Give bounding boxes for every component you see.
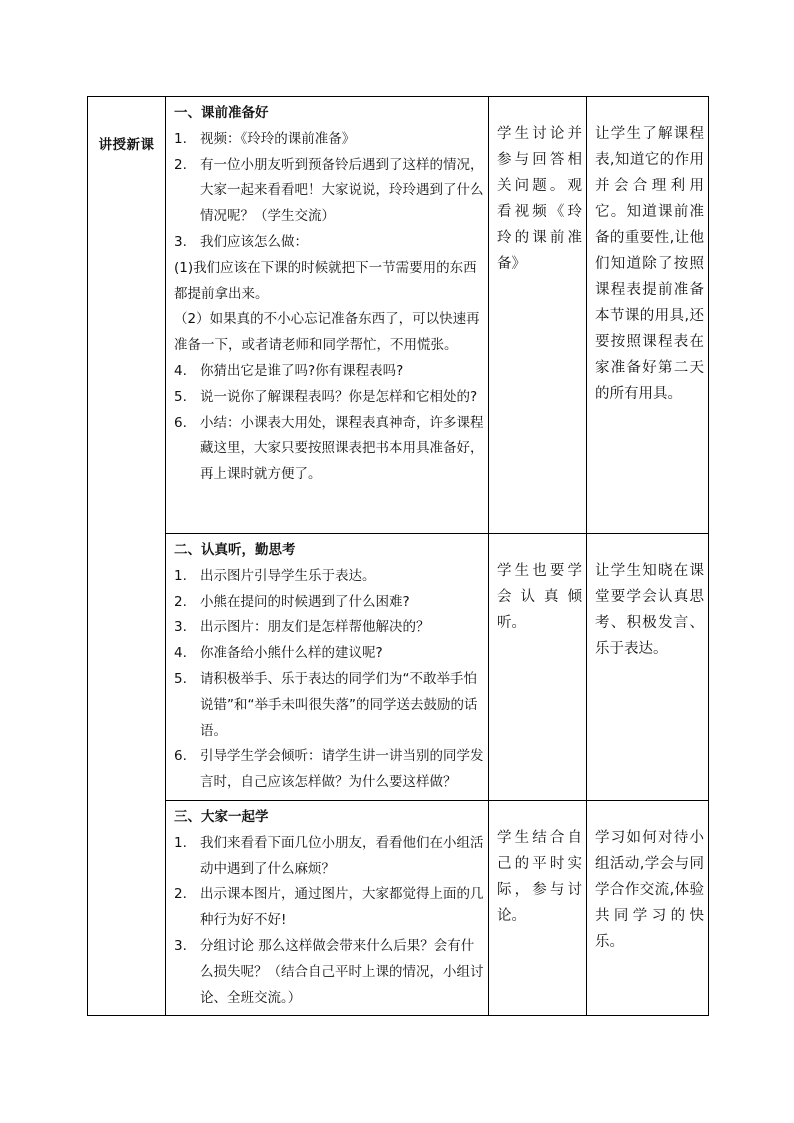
design-purpose: 让学生了解课程表,知道它的作用并会合理利用它。知道课前准备的重要性,让他们知道除了按照课程表提前准备本节课的用具,还要按照课程表在家准备好第二天的所有用具。	[587, 97, 709, 534]
list-item: 3. 我们应该怎么做：	[174, 233, 308, 250]
list-item: 4. 你猜出它是谁了吗?你有课程表吗?	[174, 362, 404, 379]
list-item: 3. 分组讨论 那么这样做会带来什么后果？会有什么损失呢？（结合自己平时上课的情况，小组讨论、全班交流。）	[174, 937, 484, 1006]
stage-label: 讲授新课	[88, 97, 166, 1016]
section-1-content	[166, 97, 489, 534]
section-3-content	[166, 800, 489, 1015]
list-item: 1. 我们来看看下面几位小朋友，看看他们在小组活动中遇到了什么麻烦？	[174, 834, 484, 877]
section-heading: 一、课前准备好	[174, 105, 269, 121]
section-heading: 三、大家一起学	[174, 808, 269, 825]
list-item: 3. 出示图片：朋友们是怎样帮他解决的？	[174, 619, 430, 636]
student-activity: 学生结合自己的平时实际，参与讨论。	[489, 800, 587, 1015]
table-row	[88, 800, 709, 1015]
list-item: 1. 出示图片引导学生乐于表达。	[174, 567, 376, 584]
table-row	[88, 97, 709, 534]
list-item: 6. 小结：小课表大用处，课程表真神奇，许多课程藏这里，大家只要按照课表把书本用具准备好，再上课时就方便了。	[174, 414, 484, 483]
list-item: 5. 请积极举手、乐于表达的同学们为“不敢举手怕说错”和“举手未叫很失落”的同学送去鼓励的话语。	[174, 670, 478, 739]
paragraph: (1)我们应该在下课的时候就把下一节需要用的东西都提前拿出来。	[174, 259, 477, 302]
list-item: 1. 视频：《玲玲的课前准备》	[174, 130, 356, 147]
table-row	[88, 534, 709, 801]
lesson-plan-table	[87, 96, 709, 1016]
design-purpose: 学习如何对待小组活动,学会与同学合作交流,体验共同学习的快乐。	[587, 800, 709, 1015]
section-heading: 二、认真听，勤思考	[174, 542, 296, 558]
student-activity: 学生也要学会认真倾听。	[489, 534, 587, 801]
design-purpose: 让学生知晓在课堂要学会认真思考、积极发言、乐于表达。	[587, 534, 709, 801]
list-item: 2. 有一位小朋友听到预备铃后遇到了这样的情况，大家一起来看看吧！大家说说，玲玲遇到了什么情况呢？（学生交流）	[174, 156, 484, 225]
list-item: 4. 你准备给小熊什么样的建议呢?	[174, 645, 383, 662]
list-item: 5. 说一说你了解课程表吗？你是怎样和它相处的?	[174, 388, 478, 405]
list-item: 2. 出示课本图片，通过图片，大家都觉得上面的几种行为好不好!	[174, 886, 484, 929]
list-item: 2. 小熊在提问的时候遇到了什么困难?	[174, 593, 410, 610]
student-activity: 学生讨论并参与回答相关问题。观看视频《玲玲的课前准备》	[489, 97, 587, 534]
list-item: 6. 引导学生学会倾听：请学生讲一讲当别的同学发言时，自己应该怎样做？为什么要这样做？	[174, 748, 484, 791]
section-2-content	[166, 534, 489, 801]
paragraph: （2）如果真的不小心忘记准备东西了，可以快速再准备一下，或者请老师和同学帮忙，不用慌张。	[174, 311, 480, 354]
